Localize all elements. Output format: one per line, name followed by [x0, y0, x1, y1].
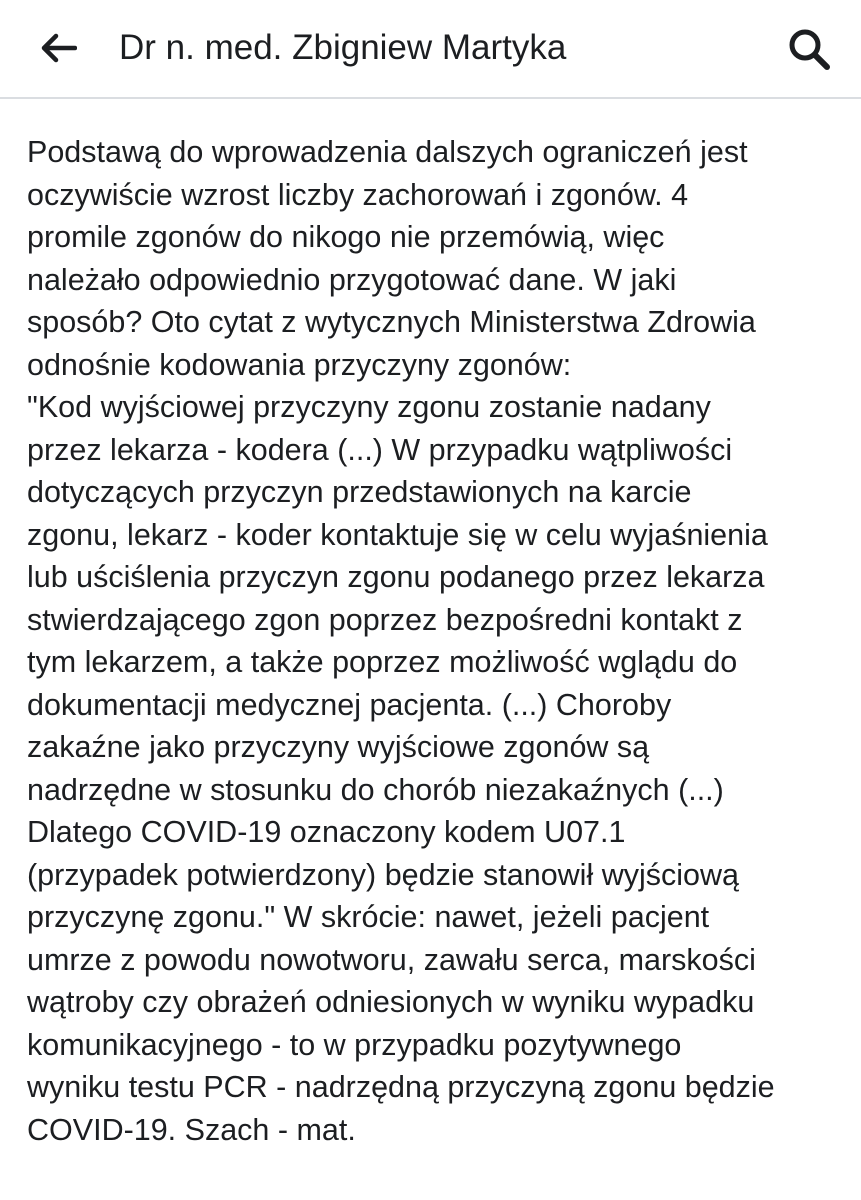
arrow-left-icon — [41, 33, 77, 63]
search-button[interactable] — [784, 24, 834, 74]
page-title: Dr n. med. Zbigniew Martyka — [119, 28, 567, 67]
search-icon — [787, 27, 831, 71]
back-button[interactable] — [38, 27, 80, 69]
post-text: Podstawą do wprowadzenia dalszych ograniczeń jest oczywiście wzrost liczby zachorowań i zgonów. 4 promile zgonów do nikogo nie przemówią, więc należało odpowiednio przygotować dane. W jaki sposób? Oto cytat z wytycznych Ministerstwa Zdrowia odnośnie kodowania przyczyny zgonów: "Kod wyjściowej przyczyny zgonu zostanie nadany przez lekarza - kodera (...) W przypadku wątpliwości dotyczących przyczyn przedstawionych na karcie zgonu, lekarz - koder kontaktuje się w celu wyjaśnienia lub uściślenia przyczyn zgonu podanego przez lekarza stwierdzającego zgon poprzez bezpośredni kontakt z tym lekarzem, a także poprzez możliwość wglądu do dokumentacji medycznej pacjenta. (...) Choroby zakaźne jako przyczyny wyjściowe zgonów są nadrzędne w stosunku do chorób niezakaźnych (...) Dlatego COVID-19 oznaczony kodem U07.1 (przypadek potwierdzony) będzie stanowił wyjściową przyczynę zgonu." W skrócie: nawet, jeżeli pacjent umrze z powodu nowotworu, zawału serca, marskości wątroby czy obrażeń odniesionych w wyniku wypadku komunikacyjnego - to w przypadku pozytywnego wyniku testu PCR - nadrzędną przyczyną zgonu będzie COVID-19. Szach - mat. — [27, 135, 775, 1147]
app-bar — [0, 0, 861, 99]
